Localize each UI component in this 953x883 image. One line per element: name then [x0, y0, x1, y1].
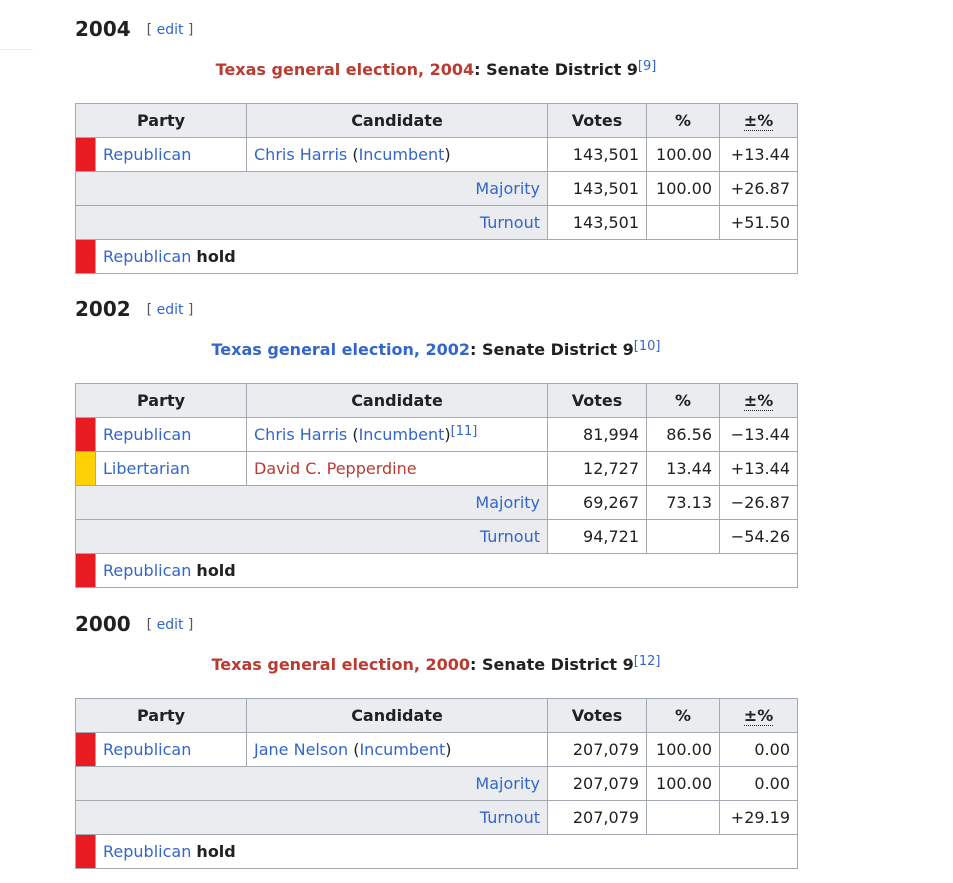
majority-percent: 100.00: [647, 172, 720, 206]
turnout-row: [76, 206, 798, 240]
paren-open: (: [348, 740, 360, 759]
votes-cell: 207,079: [548, 733, 647, 767]
votes-cell: 143,501: [548, 138, 647, 172]
change-abbr: ±%: [743, 391, 774, 410]
results-table: [75, 383, 798, 588]
majority-votes: 69,267: [548, 486, 647, 520]
caption-text: : Senate District 9: [470, 340, 634, 359]
section-heading: [75, 295, 797, 339]
reference-link[interactable]: [11]: [450, 424, 478, 439]
table-header-row: [76, 104, 798, 138]
header-candidate: Candidate: [247, 384, 548, 418]
party-color-swatch: [76, 554, 96, 588]
majority-change: −26.87: [720, 486, 798, 520]
hold-row: [76, 835, 798, 869]
party-link[interactable]: Republican: [103, 425, 192, 444]
edit-link[interactable]: edit: [156, 617, 184, 633]
edit-link[interactable]: edit: [156, 22, 184, 38]
party-link[interactable]: Republican: [103, 842, 192, 861]
election-link[interactable]: Texas general election, 2002: [211, 340, 471, 359]
header-percent: %: [647, 699, 720, 733]
turnout-row: [76, 520, 798, 554]
hold-row: [76, 240, 798, 274]
candidate-link[interactable]: Chris Harris: [254, 145, 348, 164]
party-link[interactable]: Libertarian: [103, 459, 190, 478]
results-table: [75, 698, 798, 869]
section-2004: [75, 15, 797, 274]
header-candidate: Candidate: [247, 699, 548, 733]
incumbent-link[interactable]: Incumbent: [358, 425, 445, 444]
majority-votes: 143,501: [548, 172, 647, 206]
percent-cell: 100.00: [647, 138, 720, 172]
paren-close: ): [444, 425, 451, 444]
turnout-label-cell: [76, 520, 548, 554]
paren-open: (: [347, 425, 359, 444]
turnout-row: [76, 801, 798, 835]
majority-change: +26.87: [720, 172, 798, 206]
header-candidate: Candidate: [247, 104, 548, 138]
header-percent: %: [647, 104, 720, 138]
caption-text: : Senate District 9: [474, 60, 638, 79]
hold-text: hold: [196, 247, 236, 266]
party-cell: [96, 138, 247, 172]
reference-link[interactable]: [12]: [633, 654, 661, 669]
turnout-percent-empty: [647, 520, 720, 554]
section-title: 2002: [75, 297, 131, 321]
percent-cell: 13.44: [647, 452, 720, 486]
turnout-label-cell: [76, 206, 548, 240]
candidate-cell: [247, 418, 548, 452]
paren-close: ): [445, 740, 452, 759]
header-votes: Votes: [548, 104, 647, 138]
percent-cell: 100.00: [647, 733, 720, 767]
candidate-cell: [247, 452, 548, 486]
hold-text: hold: [196, 561, 236, 580]
turnout-link[interactable]: Turnout: [479, 808, 540, 827]
party-link[interactable]: Republican: [103, 247, 192, 266]
majority-change: 0.00: [720, 767, 798, 801]
header-party: Party: [76, 104, 247, 138]
results-table: [75, 103, 798, 274]
section-2002: [75, 295, 797, 588]
candidate-cell: [247, 733, 548, 767]
header-change: [720, 384, 798, 418]
header-change: [720, 104, 798, 138]
party-color-swatch: [76, 733, 96, 767]
party-color-swatch: [76, 138, 96, 172]
majority-row: [76, 486, 798, 520]
edit-link[interactable]: edit: [156, 302, 184, 318]
majority-row: [76, 767, 798, 801]
section-title: 2000: [75, 612, 131, 636]
candidate-link[interactable]: Chris Harris: [254, 425, 348, 444]
header-votes: Votes: [548, 384, 647, 418]
turnout-percent-empty: [647, 801, 720, 835]
party-link[interactable]: Republican: [103, 561, 192, 580]
majority-label-cell: [76, 767, 548, 801]
turnout-votes: 94,721: [548, 520, 647, 554]
section-title: 2004: [75, 17, 131, 41]
turnout-link[interactable]: Turnout: [479, 527, 540, 546]
majority-percent: 100.00: [647, 767, 720, 801]
table-row: [76, 418, 798, 452]
edit-section: [ edit ]: [146, 22, 194, 38]
reference-link[interactable]: [10]: [633, 339, 661, 354]
hold-cell: [96, 835, 798, 869]
table-caption: [75, 654, 797, 698]
turnout-change: +29.19: [720, 801, 798, 835]
party-cell: [96, 733, 247, 767]
paren-close: ): [444, 145, 451, 164]
table-row: [76, 452, 798, 486]
edit-section: [ edit ]: [146, 302, 194, 318]
votes-cell: 12,727: [548, 452, 647, 486]
change-cell: +13.44: [720, 452, 798, 486]
party-color-swatch: [76, 835, 96, 869]
candidate-cell: [247, 138, 548, 172]
party-color-swatch: [76, 452, 96, 486]
turnout-label-cell: [76, 801, 548, 835]
hold-row: [76, 554, 798, 588]
reference-link[interactable]: [9]: [637, 59, 657, 74]
section-heading: [75, 15, 797, 59]
table-row: [76, 138, 798, 172]
header-party: Party: [76, 384, 247, 418]
header-percent: %: [647, 384, 720, 418]
change-cell: −13.44: [720, 418, 798, 452]
table-row: [76, 733, 798, 767]
edit-section: [ edit ]: [146, 617, 194, 633]
incumbent-link[interactable]: Incumbent: [359, 740, 446, 759]
header-votes: Votes: [548, 699, 647, 733]
party-cell: [96, 418, 247, 452]
majority-label-cell: [76, 486, 548, 520]
table-header-row: [76, 384, 798, 418]
hold-cell: [96, 554, 798, 588]
caption-text: : Senate District 9: [470, 655, 634, 674]
majority-row: [76, 172, 798, 206]
candidate-link[interactable]: Jane Nelson: [254, 740, 349, 759]
majority-votes: 207,079: [548, 767, 647, 801]
section-heading: [75, 610, 797, 654]
turnout-change: −54.26: [720, 520, 798, 554]
turnout-link[interactable]: Turnout: [479, 213, 540, 232]
hold-cell: [96, 240, 798, 274]
election-link[interactable]: Texas general election, 2000: [211, 655, 471, 674]
party-cell: [96, 452, 247, 486]
table-header-row: [76, 699, 798, 733]
paren-open: (: [347, 145, 359, 164]
table-caption: [75, 59, 797, 103]
party-color-swatch: [76, 240, 96, 274]
change-cell: +13.44: [720, 138, 798, 172]
party-color-swatch: [76, 418, 96, 452]
party-link[interactable]: Republican: [103, 145, 192, 164]
table-caption: [75, 339, 797, 383]
header-change: [720, 699, 798, 733]
percent-cell: 86.56: [647, 418, 720, 452]
hold-text: hold: [196, 842, 236, 861]
majority-label-cell: [76, 172, 548, 206]
candidate-link[interactable]: David C. Pepperdine: [254, 459, 417, 478]
majority-link[interactable]: Majority: [475, 179, 540, 198]
section-2000: [75, 610, 797, 869]
change-cell: 0.00: [720, 733, 798, 767]
turnout-votes: 207,079: [548, 801, 647, 835]
party-link[interactable]: Republican: [103, 740, 192, 759]
header-party: Party: [76, 699, 247, 733]
majority-link[interactable]: Majority: [475, 774, 540, 793]
turnout-change: +51.50: [720, 206, 798, 240]
majority-link[interactable]: Majority: [475, 493, 540, 512]
change-abbr: ±%: [743, 706, 774, 725]
sidebar-divider: [0, 49, 33, 50]
votes-cell: 81,994: [548, 418, 647, 452]
election-link[interactable]: Texas general election, 2004: [215, 60, 475, 79]
majority-percent: 73.13: [647, 486, 720, 520]
turnout-votes: 143,501: [548, 206, 647, 240]
turnout-percent-empty: [647, 206, 720, 240]
incumbent-link[interactable]: Incumbent: [358, 145, 445, 164]
change-abbr: ±%: [743, 111, 774, 130]
